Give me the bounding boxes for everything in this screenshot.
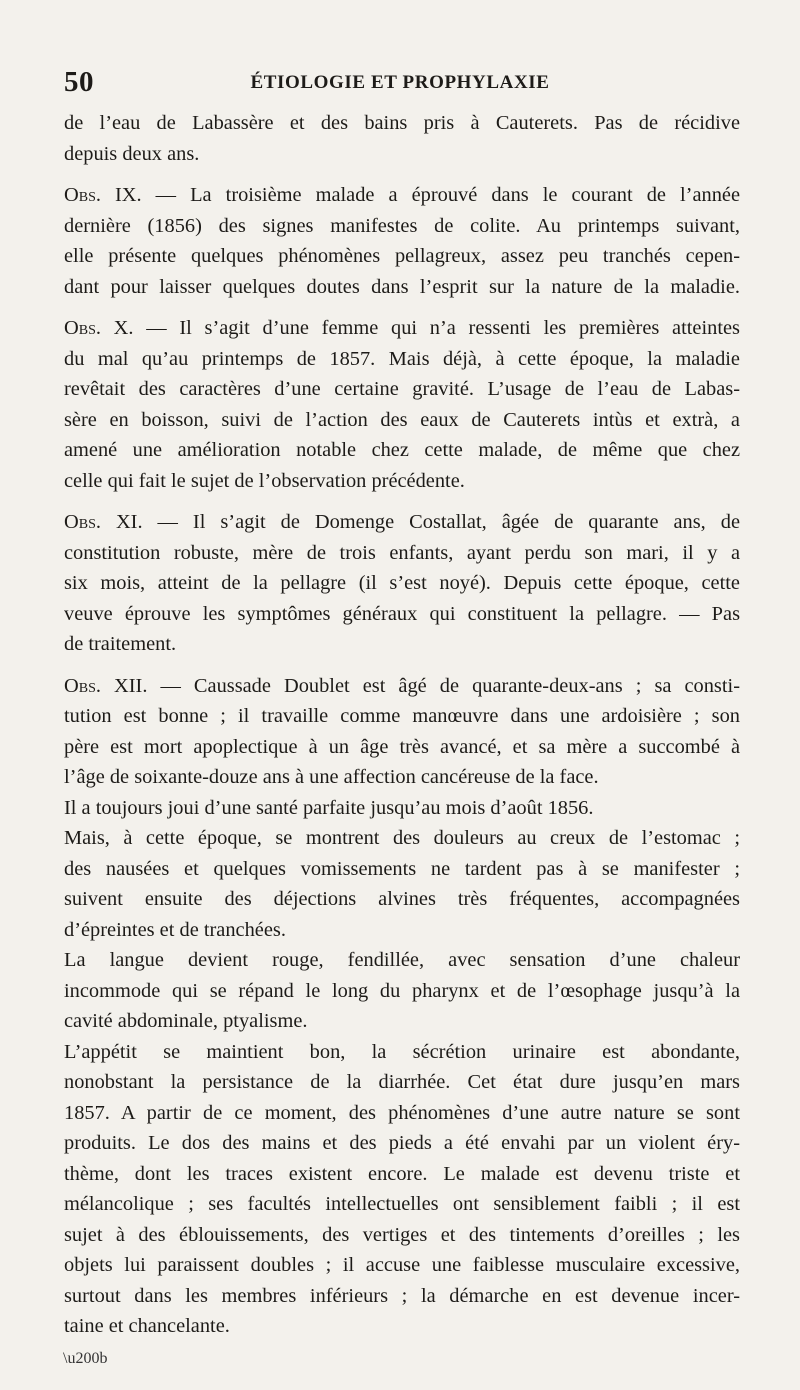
text-line: surtout dans les membres inférieurs ; la démarche en est devenue incer- [64, 1284, 740, 1307]
text-line: Obs. XII. — Caussade Doublet est âgé de quarante-deux-ans ; sa consti- [64, 674, 740, 697]
text-line: six mois, atteint de la pellagre (il s’est noyé). Depuis cette époque, cette [64, 572, 740, 594]
text-line: Mais, à cette époque, se montrent des douleurs au creux de l’estomac ; [64, 827, 740, 849]
text-line: elle présente quelques phénomènes pellagreux, assez peu tranchés cepen- [64, 245, 740, 267]
paragraph-gap [64, 302, 740, 313]
paragraph [64, 507, 740, 660]
text-line: constitution robuste, mère de trois enfants, ayant perdu son mari, il y a [64, 541, 740, 564]
text-line: de traitement. [64, 633, 177, 655]
observation-label: Obs. [64, 317, 101, 339]
text-line: celle qui fait le sujet de l’observation précédente. [64, 469, 465, 492]
observation-label: Obs. [64, 511, 101, 533]
observation-label: Obs. [64, 184, 101, 206]
paragraph-gap [64, 496, 740, 507]
paragraph [64, 671, 740, 1342]
paragraph-gap [64, 660, 740, 671]
text-line: depuis deux ans. [64, 142, 200, 165]
text-line: cavité abdominale, ptyalisme. [64, 1010, 308, 1032]
text-line: tution est bonne ; il travaille comme manœuvre dans une ardoisière ; son [64, 705, 740, 727]
paragraph-gap [64, 169, 740, 180]
text-line: produits. Le dos des mains et des pieds a été envahi par un violent éry- [64, 1132, 740, 1154]
text-line: veuve éprouve les symptômes généraux qui constituent la pellagre. — Pas [64, 602, 740, 625]
text-line: dant pour laisser quelques doutes dans l’esprit sur la nature de la maladie. [64, 275, 740, 298]
text-line: dernière (1856) des signes manifestes de colite. Au printemps suivant, [64, 214, 740, 237]
body-text [64, 108, 740, 1342]
observation-label: Obs. [64, 674, 101, 697]
text-line: du mal qu’au printemps de 1857. Mais déjà, à cette époque, la maladie [64, 347, 740, 370]
page-header [64, 66, 736, 100]
text-line: de l’eau de Labassère et des bains pris à Cauterets. Pas de récidive [64, 112, 740, 134]
text-line: 1857. A partir de ce moment, des phénomènes d’une autre nature se sont [64, 1101, 740, 1124]
text-line: thème, dont les traces existent encore. Le malade est devenu triste et [64, 1162, 740, 1185]
text-line: Obs. XI. — Il s’agit de Domenge Costallat, âgée de quarante ans, de [64, 511, 740, 533]
text-line: incommode qui se répand le long du pharynx et de l’œsophage jusqu’à la [64, 979, 740, 1002]
text-line: sujet à des éblouissements, des vertiges et des tintements d’oreilles ; les [64, 1223, 740, 1246]
text-line: des nausées et quelques vomissements ne tardent pas à se manifester ; [64, 857, 740, 880]
text-line: Il a toujours joui d’une santé parfaite jusqu’au mois d’août 1856. [64, 796, 594, 819]
text-line: père est mort apoplectique à un âge très avancé, et sa mère a succombé à [64, 735, 740, 758]
text-line: L’appétit se maintient bon, la sécrétion urinaire est abondante, [64, 1040, 740, 1063]
running-title: ÉTIOLOGIE ET PROPHYLAXIE [250, 72, 550, 93]
text-line: revêtait des caractères d’une certaine gravité. L’usage de l’eau de Labas- [64, 378, 740, 400]
text-line: objets lui paraissent doubles ; il accuse une faiblesse musculaire excessive, [64, 1254, 740, 1276]
text-line: suivent ensuite des déjections alvines très fréquentes, accompagnées [64, 888, 740, 910]
text-line: l’âge de soixante-douze ans à une affection cancéreuse de la face. [64, 766, 599, 788]
text-line: La langue devient rouge, fendillée, avec sensation d’une chaleur [64, 949, 740, 971]
text-line: taine et chancelante. [64, 1315, 230, 1337]
page-number: 50 [64, 66, 94, 98]
paragraph [64, 313, 740, 496]
stray-mark: \u200b [63, 1350, 108, 1367]
paragraph [64, 108, 740, 169]
text-line: Obs. X. — Il s’agit d’une femme qui n’a ressenti les premières atteintes [64, 317, 740, 339]
text-line: amené une amélioration notable chez cette malade, de même que chez [64, 439, 740, 461]
text-line: Obs. IX. — La troisième malade a éprouvé dans le courant de l’année [64, 184, 740, 206]
paragraph [64, 180, 740, 302]
text-line: sère en boisson, suivi de l’action des eaux de Cauterets intùs et extrà, a [64, 408, 740, 431]
text-line: mélancolique ; ses facultés intellectuelles ont sensiblement faibli ; il est [64, 1193, 740, 1215]
text-line: nonobstant la persistance de la diarrhée. Cet état dure jusqu’en mars [64, 1071, 740, 1093]
text-line: d’épreintes et de tranchées. [64, 918, 286, 941]
